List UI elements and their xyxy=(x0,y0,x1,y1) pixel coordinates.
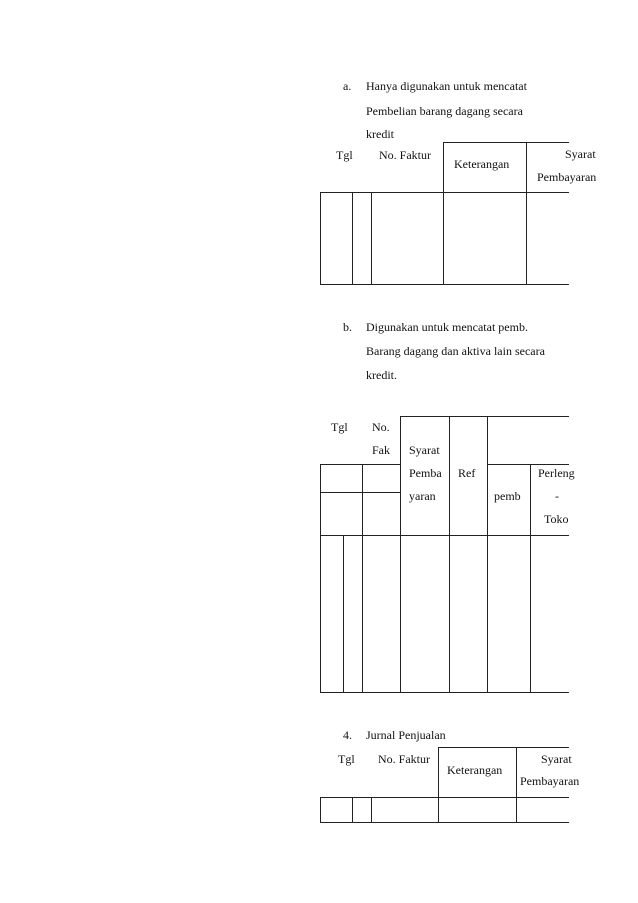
section-4-title: Jurnal Penjualan xyxy=(366,728,446,742)
table-3-no-faktur-header: No. Faktur xyxy=(378,752,430,766)
table-2-perleng-header: Perleng xyxy=(538,466,575,480)
table-2-pemb-header: pemb xyxy=(494,489,521,503)
table-2-divider-5 xyxy=(487,416,488,693)
table-1-no-faktur-header: No. Faktur xyxy=(379,148,431,162)
table-2-divider-3 xyxy=(400,416,401,693)
table-2-top-rule xyxy=(400,416,569,417)
table-1-keterangan-header: Keterangan xyxy=(454,157,510,171)
table-2-fak-header: Fak xyxy=(372,443,390,457)
table-2-toko-header: Toko xyxy=(544,512,569,526)
table-2-syarat-header: Syarat xyxy=(409,443,440,457)
section-a-marker: a. xyxy=(343,79,352,93)
section-b-line-3: kredit. xyxy=(366,368,397,382)
section-a-line-2: Pembelian barang dagang secara xyxy=(366,104,523,118)
table-3-top-rule xyxy=(438,747,569,748)
table-2-tgl-header: Tgl xyxy=(331,420,348,434)
table-1-left-border xyxy=(320,192,321,285)
table-3-header-rule xyxy=(320,797,569,798)
section-a-line-3: kredit xyxy=(366,127,394,141)
table-2-dash-header: - xyxy=(555,489,559,503)
section-a-line-1: Hanya digunakan untuk mencatat xyxy=(366,79,527,93)
table-2-left-border xyxy=(320,464,321,693)
table-1-divider-2 xyxy=(371,192,372,285)
section-b-line-2: Barang dagang dan aktiva lain secara xyxy=(366,344,545,358)
section-4-marker: 4. xyxy=(343,728,352,742)
table-1-bottom-rule xyxy=(320,284,569,285)
table-2-mid-right-rule xyxy=(487,464,569,465)
section-b-line-1: Digunakan untuk mencatat pemb. xyxy=(366,320,528,334)
table-2-divider-4 xyxy=(449,416,450,693)
table-2-divider-1 xyxy=(343,535,344,693)
table-3-tgl-header: Tgl xyxy=(338,752,355,766)
table-1-divider-1 xyxy=(352,192,353,285)
table-3-divider-1 xyxy=(352,797,353,823)
table-3-keterangan-header: Keterangan xyxy=(447,763,503,777)
table-1-syarat-header: Syarat xyxy=(565,147,596,161)
table-2-yaran-header: yaran xyxy=(409,489,436,503)
table-2-no-header: No. xyxy=(372,420,390,434)
table-1-header-rule xyxy=(320,192,569,193)
table-3-divider-3 xyxy=(438,747,439,823)
table-1-tgl-header: Tgl xyxy=(336,148,353,162)
table-1-pembayaran-header: Pembayaran xyxy=(537,170,597,184)
table-2-subheader-left-rule xyxy=(320,492,400,493)
table-1-divider-3 xyxy=(443,142,444,285)
table-3-syarat-header: Syarat xyxy=(541,752,572,766)
table-2-pemba-header: Pemba xyxy=(409,466,442,480)
table-2-divider-6 xyxy=(530,464,531,693)
table-2-mid-left-rule xyxy=(320,464,400,465)
table-3-pembayaran-header: Pembayaran xyxy=(520,774,580,788)
table-3-divider-2 xyxy=(371,797,372,823)
table-3-left-border xyxy=(320,797,321,823)
section-b-marker: b. xyxy=(343,320,352,334)
table-3-bottom-rule xyxy=(320,822,569,823)
table-3-divider-4 xyxy=(516,747,517,823)
table-2-header-bottom-rule xyxy=(320,535,569,536)
table-2-bottom-rule xyxy=(320,692,569,693)
table-2-ref-header: Ref xyxy=(458,466,476,480)
table-2-divider-2 xyxy=(362,464,363,693)
table-1-top-rule xyxy=(443,142,569,143)
table-1-divider-4 xyxy=(526,142,527,285)
